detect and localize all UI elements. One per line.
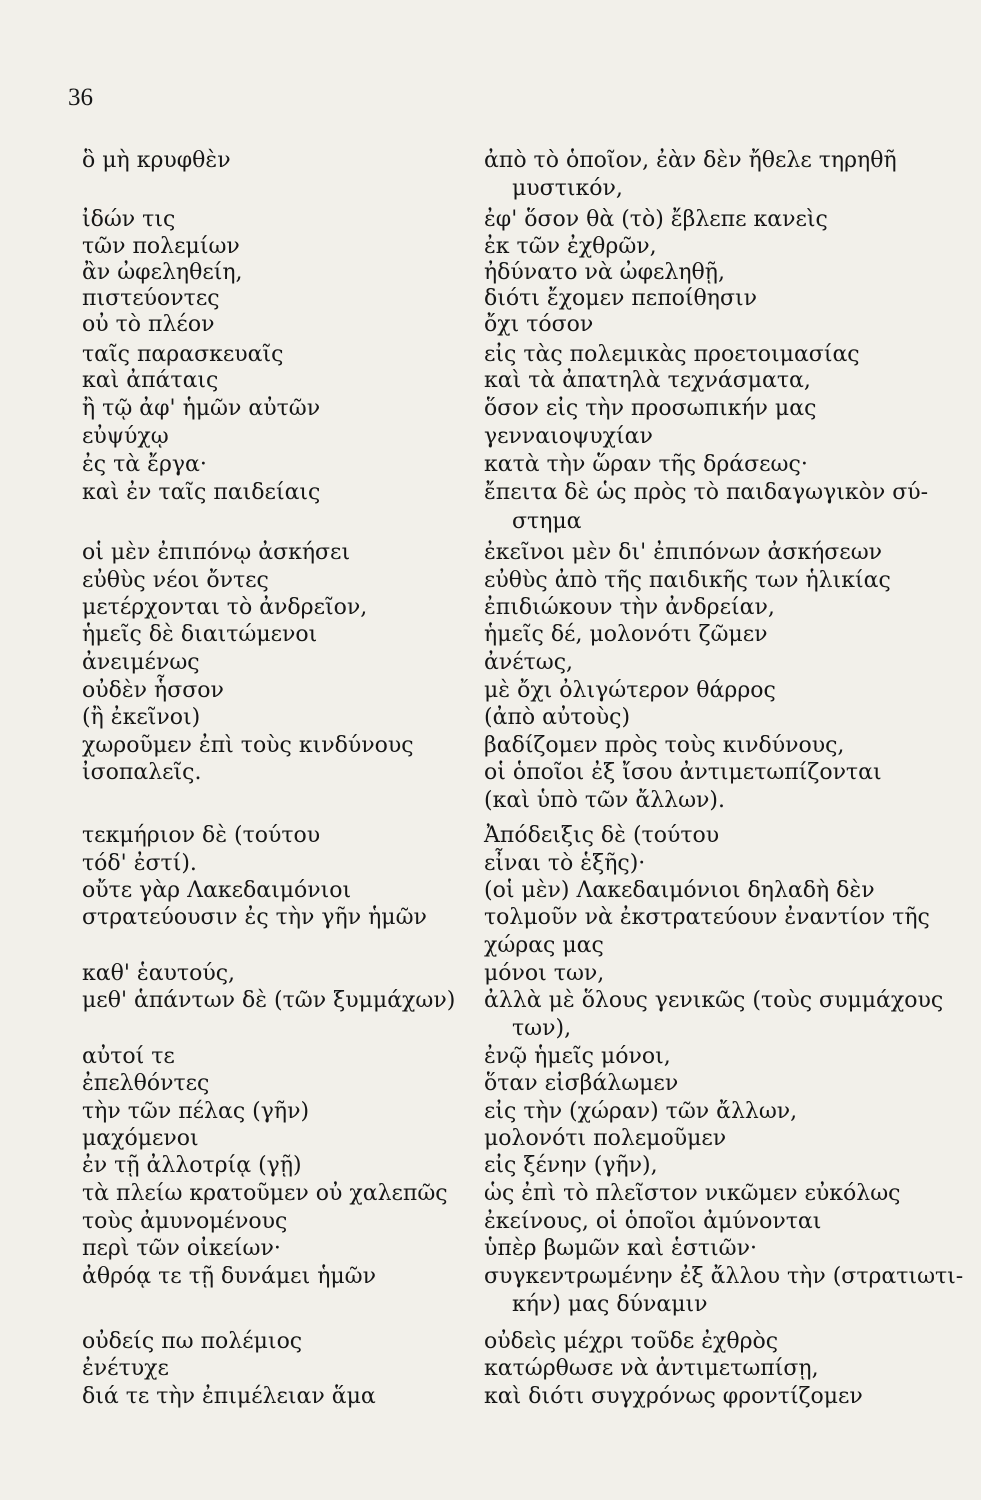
left-line: ἐς τὰ ἔργα·: [82, 452, 207, 477]
right-line: μόνοι των,: [484, 961, 605, 986]
left-line: οὐδὲν ἧσσον: [82, 678, 224, 703]
right-line: ὅσον εἰς τὴν προσωπικήν μας: [484, 396, 817, 421]
left-line: τῶν πολεμίων: [82, 234, 240, 259]
left-line: οὐδείς πω πολέμιος: [82, 1329, 303, 1354]
right-line: ἐφ' ὅσον θὰ (τὸ) ἔβλεπε κανεὶς: [484, 207, 828, 232]
left-line: τὰ πλείω κρατοῦμεν οὐ χαλεπῶς: [82, 1181, 448, 1206]
left-line: μαχόμενοι: [82, 1126, 199, 1151]
right-line: μυστικόν,: [512, 176, 623, 201]
right-line: εὐθὺς ἀπὸ τῆς παιδικῆς των ἡλικίας: [484, 568, 891, 593]
left-line: μεθ' ἁπάντων δὲ (τῶν ξυμμάχων): [82, 988, 456, 1013]
right-line: ἀλλὰ μὲ ὅλους γενικῶς (τοὺς συμμάχους: [484, 988, 944, 1013]
right-line: στημα: [512, 509, 582, 534]
right-line: ἠδύνατο νὰ ὠφεληθῇ,: [484, 260, 725, 285]
left-line: ἰδών τις: [82, 207, 176, 232]
right-line: μὲ ὄχι ὀλιγώτερον θάρρος: [484, 678, 776, 703]
left-line: στρατεύουσιν ἐς τὴν γῆν ἡμῶν: [82, 905, 427, 930]
right-line: ἐκεῖνοι μὲν δι' ἐπιπόνων ἀσκήσεων: [484, 540, 883, 565]
left-line: ἐν τῇ ἀλλοτρίᾳ (γῇ): [82, 1153, 302, 1178]
right-line: εἶναι τὸ ἑξῆς)·: [484, 851, 646, 876]
right-line: (καὶ ὑπὸ τῶν ἄλλων).: [484, 788, 725, 813]
left-line: ἰσοπαλεῖς.: [82, 760, 202, 785]
left-line: οὔτε γὰρ Λακεδαιμόνιοι: [82, 878, 352, 903]
left-line: ἐπελθόντες: [82, 1071, 210, 1096]
left-line: ἡμεῖς δὲ διαιτώμενοι: [82, 622, 318, 647]
right-line: ἀνέτως,: [484, 650, 574, 675]
left-line: ὃ μὴ κρυφθὲν: [82, 148, 231, 173]
right-line: ὡς ἐπὶ τὸ πλεῖστον νικῶμεν εὐκόλως: [484, 1181, 901, 1206]
right-line: ἐκείνους, οἱ ὁποῖοι ἀμύνονται: [484, 1209, 822, 1234]
right-line: ἀπὸ τὸ ὁποῖον, ἐὰν δὲν ἤθελε τηρηθῆ: [484, 148, 897, 173]
right-line: ἐνῷ ἡμεῖς μόνοι,: [484, 1044, 671, 1069]
right-line: οἱ ὁποῖοι ἐξ ἴσου ἀντιμετωπίζονται: [484, 760, 882, 785]
right-line: μολονότι πολεμοῦμεν: [484, 1126, 727, 1151]
right-line: τολμοῦν νὰ ἐκστρατεύουν ἐναντίον τῆς: [484, 905, 930, 930]
left-line: καθ' ἑαυτούς,: [82, 961, 236, 986]
left-line: περὶ τῶν οἰκείων·: [82, 1236, 281, 1261]
left-line: ἀνειμένως: [82, 650, 200, 675]
left-line: εὐθὺς νέοι ὄντες: [82, 568, 269, 593]
right-line: κήν) μας δύναμιν: [512, 1292, 708, 1317]
right-line: εἰς τὴν (χώραν) τῶν ἄλλων,: [484, 1099, 798, 1124]
right-line: καὶ διότι συγχρόνως φροντίζομεν: [484, 1384, 863, 1409]
right-line: ἐκ τῶν ἐχθρῶν,: [484, 234, 657, 259]
right-line: των),: [512, 1016, 572, 1041]
right-line: (οἱ μὲν) Λακεδαιμόνιοι δηλαδὴ δὲν: [484, 878, 875, 903]
right-line: ὄχι τόσον: [484, 312, 594, 337]
right-line: διότι ἔχομεν πεποίθησιν: [484, 286, 757, 311]
right-line: ἔπειτα δὲ ὡς πρὸς τὸ παιδαγωγικὸν σύ-: [484, 480, 929, 505]
left-line: καὶ ἀπάταις: [82, 368, 219, 393]
left-line: οὐ τὸ πλέον: [82, 312, 215, 337]
left-line: ταῖς παρασκευαῖς: [82, 342, 284, 367]
left-line: ἀθρόᾳ τε τῇ δυνάμει ἡμῶν: [82, 1264, 376, 1289]
right-line: κατώρθωσε νὰ ἀντιμετωπίσῃ,: [484, 1356, 819, 1381]
left-line: καὶ ἐν ταῖς παιδείαις: [82, 480, 321, 505]
right-line: ἐπιδιώκουν τὴν ἀνδρείαν,: [484, 595, 775, 620]
right-line: οὐδεὶς μέχρι τοῦδε ἐχθρὸς: [484, 1329, 779, 1354]
right-line: χώρας μας: [484, 933, 604, 958]
right-line: συγκεντρωμένην ἐξ ἄλλου τὴν (στρατιωτι-: [484, 1264, 964, 1289]
right-line: γενναιοψυχίαν: [484, 424, 653, 449]
left-line: ἐνέτυχε: [82, 1356, 169, 1381]
left-line: διά τε τὴν ἐπιμέλειαν ἅμα: [82, 1384, 376, 1409]
left-line: τόδ' ἐστί).: [82, 851, 197, 876]
left-line: ἢ τῷ ἀφ' ἡμῶν αὐτῶν: [82, 396, 321, 421]
left-line: μετέρχονται τὸ ἀνδρεῖον,: [82, 595, 368, 620]
left-line: ἂν ὠφεληθείη,: [82, 260, 243, 285]
right-line: καὶ τὰ ἀπατηλὰ τεχνάσματα,: [484, 368, 811, 393]
right-line: βαδίζομεν πρὸς τοὺς κινδύνους,: [484, 733, 845, 758]
left-line: (ἢ ἐκεῖνοι): [82, 705, 201, 730]
left-line: αὐτοί τε: [82, 1044, 175, 1069]
right-line: εἰς ξένην (γῆν),: [484, 1153, 658, 1178]
left-line: τὴν τῶν πέλας (γῆν): [82, 1099, 310, 1124]
right-line: εἰς τὰς πολεμικὰς προετοιμασίας: [484, 342, 860, 367]
right-line: ὅταν εἰσβάλωμεν: [484, 1071, 679, 1096]
left-line: πιστεύοντες: [82, 286, 220, 311]
page-number: 36: [68, 84, 93, 111]
right-line: ὑπὲρ βωμῶν καὶ ἑστιῶν·: [484, 1236, 757, 1261]
left-line: οἱ μὲν ἐπιπόνῳ ἀσκήσει: [82, 540, 351, 565]
left-line: τεκμήριον δὲ (τούτου: [82, 823, 321, 848]
right-line: ἡμεῖς δέ, μολονότι ζῶμεν: [484, 622, 768, 647]
right-line: (ἀπὸ αὐτοὺς): [484, 705, 631, 730]
left-line: εὐψύχῳ: [82, 424, 169, 449]
left-line: χωροῦμεν ἐπὶ τοὺς κινδύνους: [82, 733, 414, 758]
right-line: κατὰ τὴν ὥραν τῆς δράσεως·: [484, 452, 808, 477]
right-line: Ἀπόδειξις δὲ (τούτου: [484, 823, 720, 848]
left-line: τοὺς ἀμυνομένους: [82, 1209, 288, 1234]
